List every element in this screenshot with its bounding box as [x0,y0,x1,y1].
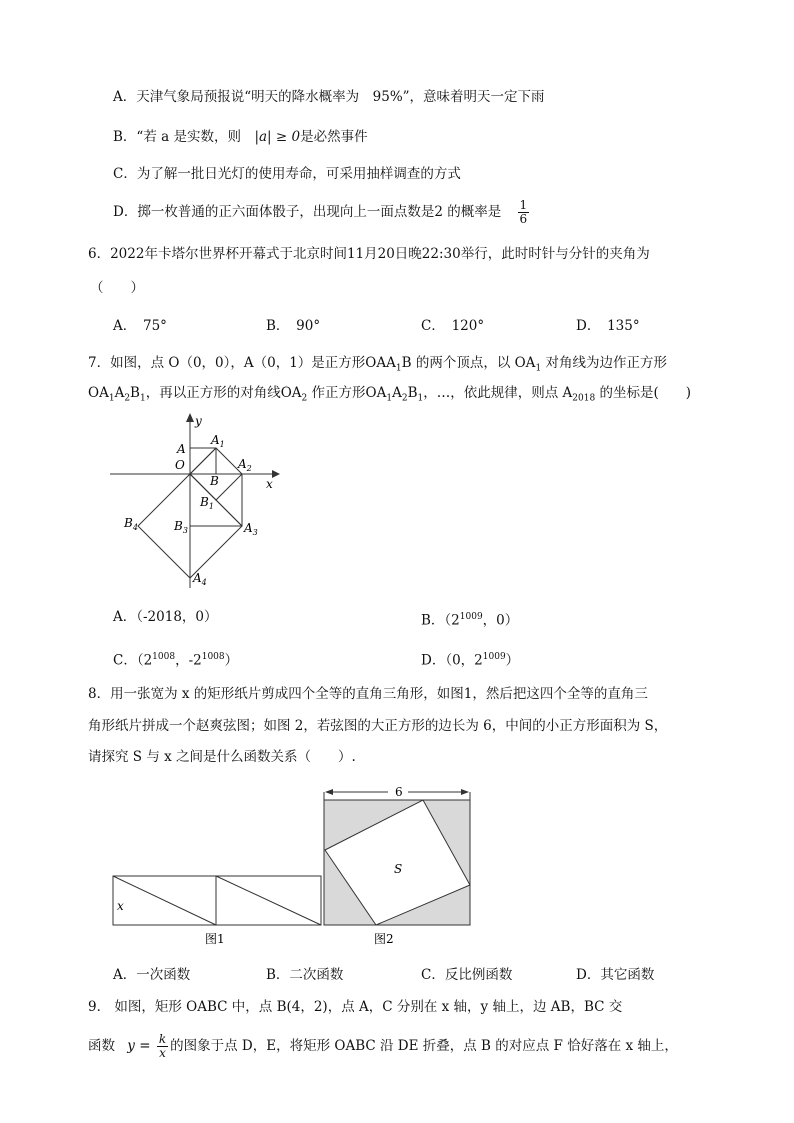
q8-fig2-arrow-left [325,789,333,795]
q7-c-post: ） [224,652,239,669]
q7-label-a3: $A_3$ [244,521,258,537]
q8-figure [105,778,485,950]
q7-l2-s1: 1 [108,393,115,404]
q7-b-post: ，0） [482,612,519,629]
q7-stem-line1 [88,353,667,379]
q5-d-num: 1 [519,198,528,212]
q9-l2-y: y [127,1038,135,1054]
q8-fig1-diag-right [216,876,321,925]
q9-l2-pre: 函数 [88,1038,115,1054]
q7-c-pre: C．（2 [113,652,153,669]
q7-l1-c: 对角线为边作正方形 [541,355,667,371]
q7-c-sup1: 1008 [152,652,176,662]
q8-fig2-arrow-right [461,789,469,795]
q7-l2-s8: 2018 [572,393,596,404]
q8-stem-line3: 请探究 S 与 x 之间是什么函数关系（ ）. [88,749,356,765]
q7-l2-d: ，再以正方形的对角线OA [145,385,302,401]
q9-stem-line2 [88,1032,678,1060]
q5-d-den: 6 [519,212,528,226]
q8-option-b: B．二次函数 [266,967,344,983]
q7-l2-f: A [392,385,402,401]
q7-option-c [113,647,238,671]
q7-label-y: y [195,414,202,428]
q7-l1-b: B 的两个顶点，以 OA [401,355,536,371]
q5-option-c: C．为了解一批日光灯的使用寿命，可采用抽样调查的方式 [113,166,461,182]
q7-l2-s4: 2 [301,393,308,404]
q7-label-a: A [177,442,186,456]
q6-option-b: B． 90° [266,318,321,334]
q7-figure [100,410,290,590]
q7-label-a4: $A_4$ [193,571,207,587]
q7-l2-c: B [130,385,140,401]
q7-option-b [421,607,518,631]
q6-option-c: C． 120° [421,318,485,334]
q7-label-b3: $B_3$ [174,519,188,535]
q7-l1-sub1: 1 [395,363,402,374]
q5-option-d [113,199,533,226]
q5-option-b [113,127,368,147]
q7-option-a: A．（-2018，0） [113,609,218,625]
q7-c-sup2: 1008 [201,652,225,662]
q7-l2-s5: 1 [386,393,393,404]
q7-label-b4: $B_4$ [124,516,138,532]
q7-l2-i: 的坐标是( ) [595,385,692,401]
q8-option-d: D．其它函数 [576,967,655,983]
q6-option-a: A． 75° [113,318,167,334]
q7-b-pre: B．（2 [421,612,460,629]
q7-label-a2: $A_2$ [238,457,252,473]
q9-l2-k: k [158,1032,167,1046]
q8-label-six: 6 [395,785,403,799]
q5-option-a: A．天津气象局预报说“明天的降水概率为 95%”，意味着明天一定下雨 [113,89,545,105]
q8-stem-line2: 角形纸片拼成一个赵爽弦图；如图 2，若弦图的大正方形的边长为 6，中间的小正方形面积为 S， [88,718,668,734]
q6-option-d: D． 135° [576,318,640,334]
q7-d-pre: D．（0，2 [421,652,483,669]
q8-fig1-diag-left [113,876,216,925]
q7-l2-s7: 1 [417,393,424,404]
q8-label-s: S [394,862,403,876]
q7-l2-s6: 2 [401,393,408,404]
q7-l1-sub2: 1 [535,363,542,374]
q8-option-c: C．反比例函数 [421,967,513,983]
q9-stem-line1: 9． 如图，矩形 OABC 中，点 B(4，2)，点 A，C 分别在 x 轴，y 轴上，边 AB，BC 交 [88,999,623,1015]
q8-caption-fig1: 图1 [205,932,225,946]
q9-l2-x: x [159,1046,166,1060]
q7-label-b: B [210,474,219,488]
q5-b-post: 是必然事件 [300,129,368,145]
q7-label-o: O [175,458,185,472]
q5-b-abs: |a| ≥ 0 [254,129,301,145]
q7-l1-a: 7．如图，点 O（0，0），A（0，1）是正方形OAA [88,355,396,371]
q7-label-b1: $B_1$ [200,495,214,511]
q7-stem-line2 [88,383,691,409]
q7-l2-s3: 1 [139,393,146,404]
q5-b-pre: B．“若 a 是实数，则 [113,129,255,145]
q7-label-x: x [266,477,273,491]
q9-l2-fraction [157,1033,168,1060]
q7-l2-h: ，…，依此规律，则点 A [423,385,573,401]
q5-d-fraction [518,199,530,226]
q6-stem: 6．2022年卡塔尔世界杯开幕式于北京时间11月20日晚22:30举行，此时时针与分针的夹角为 [88,246,650,262]
q7-l2-a: OA [88,385,109,401]
q7-l2-e: 作正方形OA [307,385,387,401]
q8-caption-fig2: 图2 [374,932,394,946]
q8-label-x: x [117,899,124,913]
q7-l2-b: A [114,385,125,401]
q7-y-arrow [186,413,194,422]
q7-l2-g: B [407,385,418,401]
q6-paren: （ ） [90,280,144,296]
q8-option-a: A．一次函数 [113,967,191,983]
q9-l2-eq: = [139,1038,151,1054]
q7-d-post: ） [505,652,520,669]
q7-c-mid: ，-2 [175,652,202,669]
q8-stem-line1: 8．用一张宽为 x 的矩形纸片剪成四个全等的直角三角形，如图1，然后把这四个全等的直角三 [88,686,648,702]
q7-x-arrow [272,470,280,478]
q7-option-d [421,647,519,671]
q9-l2-post: 的图象于点 D，E，将矩形 OABC 沿 DE 折叠，点 B 的对应点 F 恰好落在 x 轴上， [170,1038,678,1054]
q5-d-pre: D．掷一枚普通的正六面体骰子，出现向上一面点数是2 的概率是 [113,204,502,220]
q7-l2-s2: 2 [124,393,131,404]
q7-b-sup: 1009 [459,612,483,622]
q7-label-a1: $A_1$ [211,433,225,449]
q7-d-sup: 1009 [482,652,506,662]
